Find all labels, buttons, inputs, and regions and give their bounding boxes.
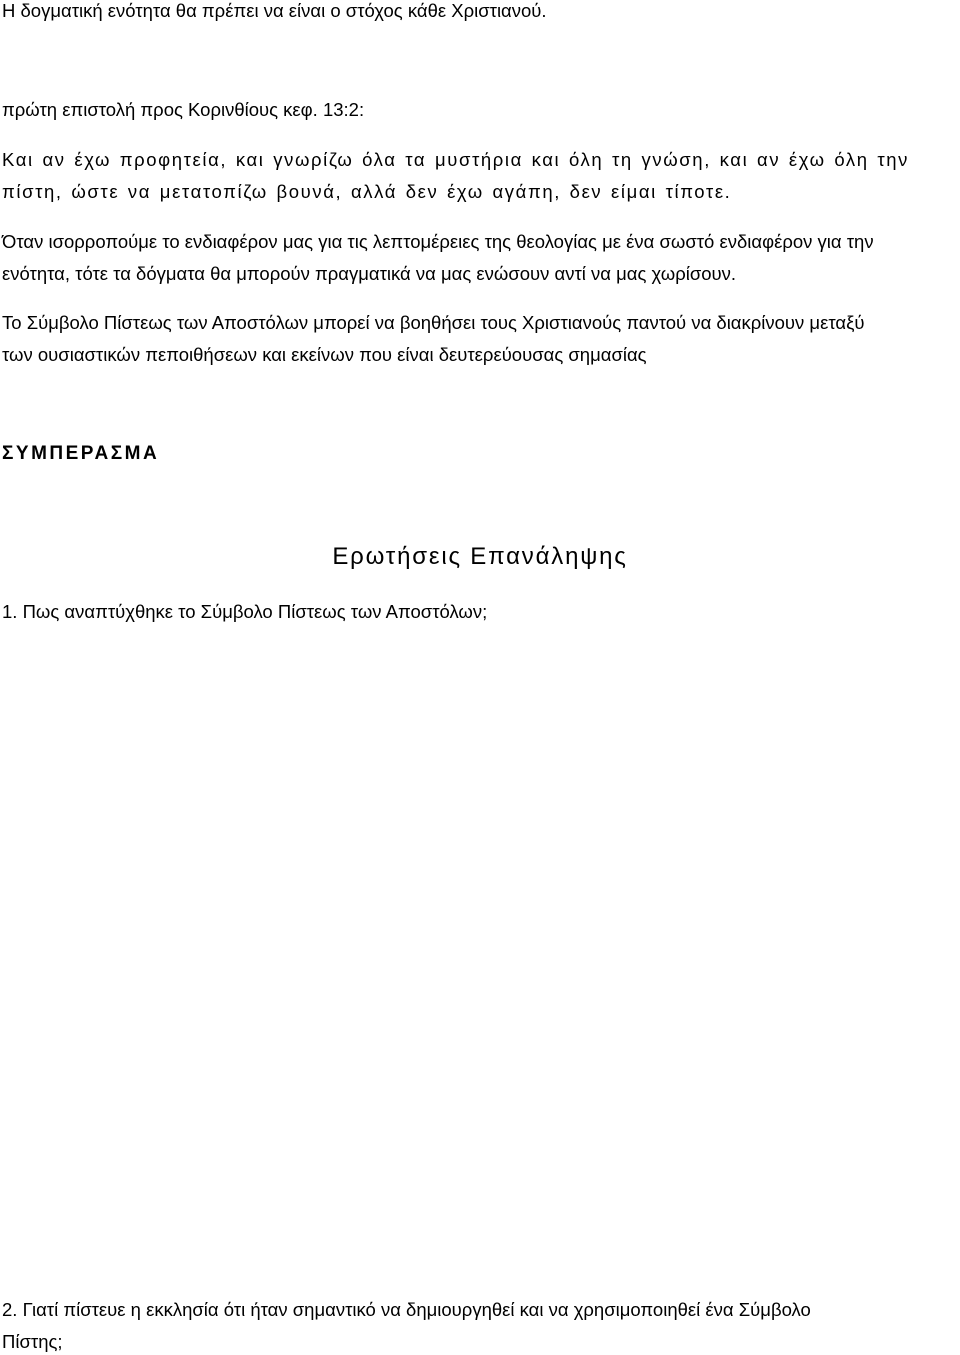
question-2-line-2: Πίστης;	[2, 1331, 63, 1352]
intro-line: Η δογματική ενότητα θα πρέπει να είναι ο στόχος κάθε Χριστιανού.	[2, 0, 547, 21]
question-1: 1. Πως αναπτύχθηκε το Σύμβολο Πίστεως των Αποστόλων;	[2, 601, 488, 622]
paragraph-1-line-1: Όταν ισορροπούμε το ενδιαφέρον μας για τις λεπτομέρειες της θεολογίας με ένα σωστό ενδιαφέρον για την	[2, 231, 874, 252]
conclusion-heading: ΣΥΜΠΕΡΑΣΜΑ	[2, 443, 160, 464]
paragraph-1-line-2: ενότητα, τότε τα δόγματα θα μπορούν πραγματικά να μας ενώσουν αντί να μας χωρίσουν.	[2, 263, 737, 284]
paragraph-2-line-1: Το Σύμβολο Πίστεως των Αποστόλων μπορεί να βοηθήσει τους Χριστιανούς παντού να διακρίνουν μεταξύ	[2, 312, 865, 333]
scripture-reference: πρώτη επιστολή προς Κορινθίους κεφ. 13:2:	[2, 99, 365, 120]
quote-line-2: πίστη, ώστε να μετατοπίζω βουνά, αλλά δεν έχω αγάπη, δεν είμαι τίποτε.	[2, 181, 732, 202]
review-questions-title: Ερωτήσεις Επανάληψης	[332, 543, 628, 570]
question-2-line-1: 2. Γιατί πίστευε η εκκλησία ότι ήταν σημαντικό να δημιουργηθεί και να χρησιμοποιηθεί ένα Σύμβολο	[2, 1299, 811, 1320]
quote-line-1: Και αν έχω προφητεία, και γνωρίζω όλα τα μυστήρια και όλη τη γνώση, και αν έχω όλη την	[2, 149, 910, 170]
paragraph-2-line-2: των ουσιαστικών πεποιθήσεων και εκείνων που είναι δευτερεύουσας σημασίας	[2, 344, 647, 365]
